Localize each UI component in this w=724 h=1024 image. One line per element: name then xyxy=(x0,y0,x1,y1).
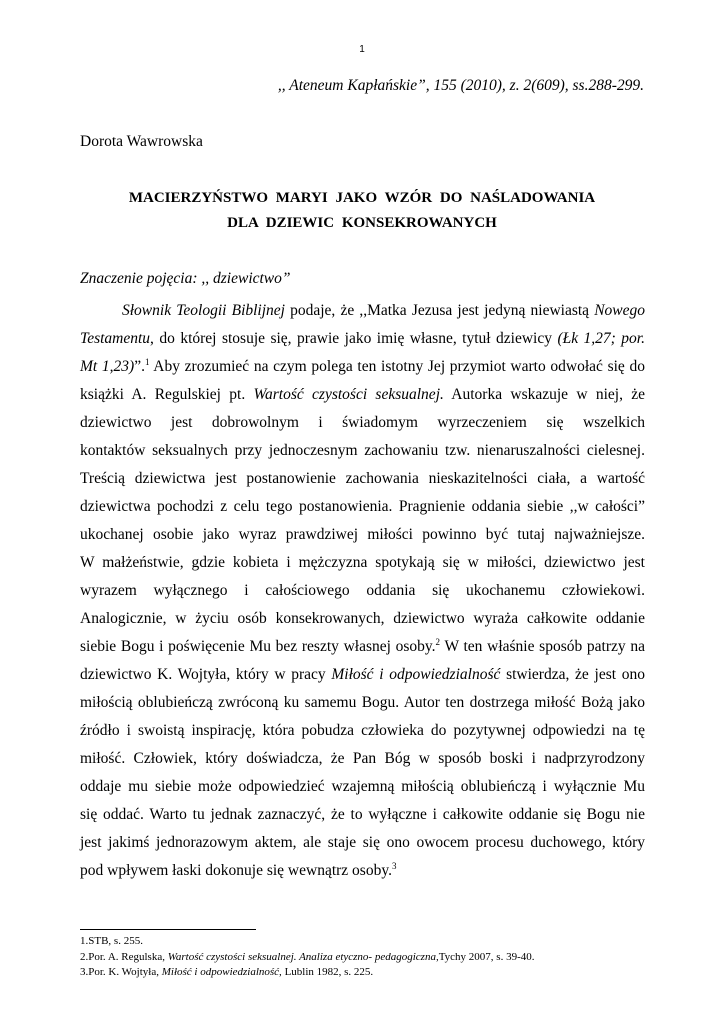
footnote-divider xyxy=(80,929,256,930)
text-line: Treścią dziewictwa jest postanowienie zachowania nieskazitelności ciała, a wartość xyxy=(80,470,645,487)
text-line: źródło i swoistą inspirację, która pobudza człowieka do pozytywnej odpowiedzi na tę xyxy=(80,722,645,739)
page-number: 1 xyxy=(359,44,365,55)
text-line: miłością oblubieńczą zwróconą ku samemu Bogu. Autor ten dostrzega miłość Bożą jako xyxy=(80,694,645,711)
text-line: Słownik Teologii Biblijnej podaje, że ,,Matka Jezusa jest jedyną niewiastą Nowego xyxy=(122,302,645,319)
text-line: Testamentu, do której stosuje się, prawie jako imię własne, tytuł dziewicy (Łk 1,27; por. xyxy=(80,330,645,347)
book-title: Miłość i odpowiedzialność xyxy=(331,666,501,683)
text-line: książki A. Regulskiej pt. Wartość czystości seksualnej. Autorka wskazuje w niej, że xyxy=(80,386,645,403)
text-line: dziewictwo jest dobrowolnym i świadomym wyrzeczeniem się wszelkich xyxy=(80,414,645,431)
footnote-2: 2.Por. A. Regulska, Wartość czystości seksualnej. Analiza etyczno- pedagogiczna,Tychy 2007, s. 39-40. xyxy=(80,950,535,963)
text-line: ukochanej osobie jako wyraz prawdziwej miłości powinno być tutaj najważniejsze. xyxy=(80,526,645,543)
text-line: W małżeństwie, gdzie kobieta i mężczyzna spotykają się w miłości, dziewictwo jest xyxy=(80,554,645,571)
footnote-marker: 2 xyxy=(435,636,441,647)
text-line: Analogicznie, w życiu osób konsekrowanych, dziewictwo wyraża całkowite oddanie xyxy=(80,610,645,627)
text-line: jest jakimś jednorazowym aktem, ale staje się ono owocem procesu duchowego, który xyxy=(80,834,645,851)
text-line: się oddać. Warto tu jednak zaznaczyć, że to wyłączne i całkowite oddanie się Bogu nie xyxy=(80,806,645,823)
text-line: dziewictwo K. Wojtyła, który w pracy Miłość i odpowiedzialność stwierdza, że jest ono xyxy=(80,666,645,683)
footnotes xyxy=(80,934,534,981)
scripture-reference: Mt 1,23) xyxy=(80,358,135,375)
text-line: wyrazem wyłącznego i całościowego oddania się ukochanemu człowiekowi. xyxy=(80,582,645,599)
journal-reference: ,, Ateneum Kapłańskie”, 155 (2010), z. 2(609), ss.288-299. xyxy=(277,77,644,94)
footnote-marker: 1 xyxy=(144,356,150,367)
section-heading: Znaczenie pojęcia: ,, dziewictwo” xyxy=(80,270,291,287)
scripture-reference: (Łk 1,27; por. xyxy=(557,330,645,347)
text-line: Mt 1,23)”.$^1$ Aby zrozumieć na czym polega ten istotny Jej przymiot warto odwołać się do xyxy=(80,356,645,375)
text-line: oddaje mu siebie może odpowiedzieć wzajemną miłością oblubieńczą i wyłącznie Mu xyxy=(80,778,645,795)
text-line: dziewictwa pochodzi z celu tego postanowienia. Pragnienie oddania siebie ,,w całości” xyxy=(80,498,645,515)
footnote-1: 1.STB, s. 255. xyxy=(80,935,143,947)
text-line: siebie Bogu i poświęcenie Mu bez reszty własnej osoby.$^2$ W ten właśnie sposób patrzy na xyxy=(80,636,645,655)
footnote-marker: 3 xyxy=(391,860,397,871)
title-line: MACIERZYŃSTWO MARYI JAKO WZÓR DO NAŚLADOWANIA xyxy=(128,190,596,206)
article-title xyxy=(0,186,724,236)
title-line: DLA DZIEWIC KONSEKROWANYCH xyxy=(227,215,497,231)
text-line: kontaktów seksualnych przy jednoczesnym zachowaniu tzw. nienaruszalności cielesnej. xyxy=(80,442,645,459)
text-line: miłość. Człowiek, który doświadcza, że Pan Bóg w sposób boski i nadprzyrodzony xyxy=(80,750,645,767)
body-paragraph xyxy=(80,297,645,885)
footnote-3: 3.Por. K. Wojtyła, Miłość i odpowiedzialność, Lublin 1982, s. 225. xyxy=(80,966,374,978)
text-line: pod wpływem łaski dokonuje się wewnątrz osoby.$^3$ xyxy=(80,860,397,879)
author-name: Dorota Wawrowska xyxy=(80,133,203,150)
book-title: Słownik Teologii Biblijnej xyxy=(122,302,285,319)
book-title: Wartość czystości seksualnej. xyxy=(253,386,444,403)
